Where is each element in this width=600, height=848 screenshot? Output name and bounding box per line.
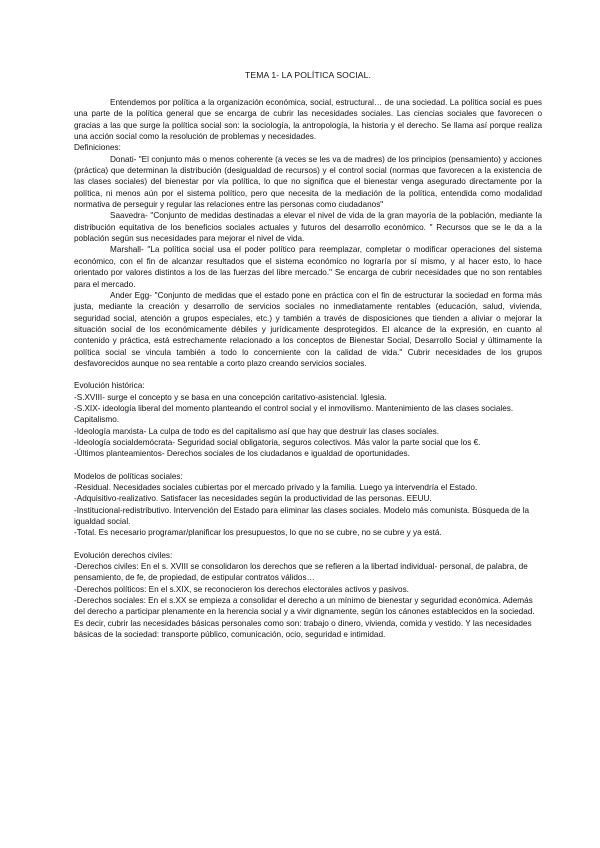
section-heading: Evolución histórica: — [74, 381, 145, 391]
section-heading: Evolución derechos civiles: — [74, 550, 173, 560]
list-item: -Residual. Necesidades sociales cubiertas por el mercado privado y la familia. Luego ya intervendría el Estado. — [74, 483, 478, 492]
list-item: -Derechos políticos: En el s.XIX, se reconocieron los derechos electorales activos y pasivos. — [74, 584, 409, 594]
definition-saavedra: Saavedra- "Conjunto de medidas destinadas a elevar el nivel de vida de la gran mayoría de la población, mediante la distribución equitativa de los beneficios sociales actuales y futuros del desarrollo económico. " Recursos que se le da a la población según sus necesidades para mejorar el nivel de vida. — [74, 211, 542, 244]
list-item: -S.XVIII- surge el concepto y se basa en una concepción caritativo-asistencial. Iglesia. — [74, 392, 387, 402]
definition-marshall: Marshall- "La política social usa el poder político para reemplazar, completar o modificar operaciones del sistema económico, con el fin de alcanzar resultados que el sistema económico no lograría por sí mismo, y al hacer esto, lo hace orientado por valores distintos a los de las fuerzas del libre mercado." Se encarga de cubrir necesidades que no son rentables para el mercado. — [74, 245, 542, 289]
list-item: -Ideología socialdemócrata- Seguridad social obligatoria, seguros colectivos. Más valor la parte social que los €. — [74, 437, 481, 447]
definitions-label: Definiciones: — [74, 143, 121, 153]
intro-paragraph: Entendemos por política a la organización económica, social, estructural… de una sociedad. La política social es pues una parte de la política general que se encarga de cubrir las necesidades sociales. Las ciencias sociales que favorecen o gracias a las que surge la política social son: la sociología, la antropología, la historia y el derecho. Se llama así porque realiza una acción social como la resolución de problemas y necesidades. — [74, 98, 542, 142]
page-title: TEMA 1- LA POLÍTICA SOCIAL. — [245, 70, 371, 80]
models-section — [74, 471, 542, 539]
list-item: -Total. Es necesario programar/planificar los presupuestos, lo que no se cubre, no se cubre y ya está. — [74, 528, 442, 538]
definition-donati: Donati- "El conjunto más o menos coherente (a veces se les va de madres) de los principios (pensamiento) y acciones (práctica) que determinan la distribución (desigualdad de recursos) y el control social (normas que favorecen a la existencia de las clases sociales) del bienestar por vía política, lo que no significa que el bienestar venga asegurado directamente por la política, ni menos aún por el sistema político, pero que necesita de la mediación de la política, entendida como modalidad normativa de perseguir y regular las relaciones entre las personas como ciudadanos" — [74, 154, 542, 210]
list-item: -Últimos planteamientos- Derechos sociales de los ciudadanos e igualdad de oportunidades. — [74, 449, 410, 459]
rights-section — [74, 550, 542, 641]
section-heading: Modelos de políticas sociales: — [74, 471, 183, 481]
list-item: -Institucional-redistributivo. Intervención del Estado para eliminar las clases sociales. Modelo más comunista. Búsqueda de la igualdad social. — [74, 505, 530, 527]
list-item: -Ideología marxista- La culpa de todo es del capitalismo así que hay que destruir las clases sociales. — [74, 426, 439, 436]
definition-ander-egg: Ander Egg- "Conjunto de medidas que el estado pone en práctica con el fin de estructurar la sociedad en forma más justa, mediante la creación y desarrollo de servicios sociales no inmediatamente rentables (educación, salud, vivienda, seguridad social, atención a grupos especiales, etc.) y también a través de disposiciones que tienden a aliviar o mejorar la situación social de los económicamente débiles y jurídicamente desprotegidos. El alcance de la expresión, en cuanto al contenido y práctica, está estrechamente relacionado a los conceptos de Bienestar Social, Desarrollo Social y últimamente la política social se vincula también a todo lo concerniente con la calidad de vida." Cubrir necesidades de los grupos desfavorecidos aunque no sea rentable a corto plazo creando servicios sociales. — [74, 290, 542, 368]
list-item: -Derechos civiles: En el s. XVIII se consolidaron los derechos que se refieren a la libertad individual- personal, de palabra, de pensamiento, de fe, de propiedad, de estipular contratos válidos… — [74, 562, 528, 583]
list-item: -Adquisitivo-realizativo. Satisfacer las necesidades según la productividad de las personas. EEUU. — [74, 494, 432, 504]
historical-section — [74, 380, 542, 459]
list-item: -S.XIX- ideología liberal del momento planteando el control social y el inmovilismo. Mantenimiento de las clases sociales. Capitalismo. — [74, 403, 514, 425]
list-item: -Derechos sociales: En el s.XX se empieza a consolidar el derecho a un mínimo de bienestar y seguridad económica. Además del derecho a participar plenamente en la herencia social y a vivir dignamente, según los cánones establecidos en la sociedad. Es decir, cubrir las necesidades básicas personales como son: trabajo o dinero, vivienda, comida y vestido. Y las necesidades básicas de la sociedad: transporte público, comunicación, ocio, seguridad e intimidad. — [74, 596, 535, 640]
